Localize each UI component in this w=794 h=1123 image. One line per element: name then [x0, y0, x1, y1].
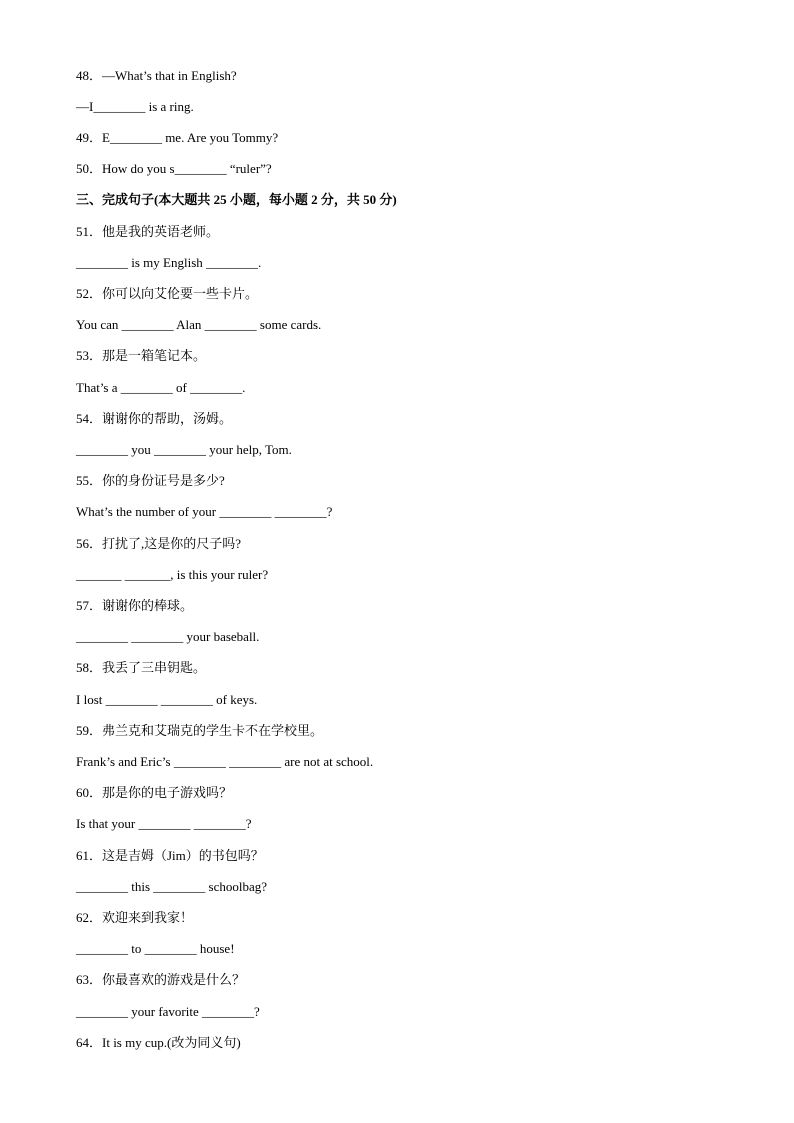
question-61: 61．这是吉姆（Jim）的书包吗？	[76, 848, 264, 863]
question-59: 59．弗兰克和艾瑞克的学生卡不在学校里。	[76, 723, 324, 738]
question-49: 49．E________ me. Are you Tommy?	[76, 130, 279, 145]
question-57: 57．谢谢你的棒球。	[76, 598, 194, 613]
section-heading: 三、完成句子(本大题共 25 小题，每小题 2 分，共 50 分)	[76, 192, 397, 207]
answer-52: You can ________ Alan ________ some cards.	[76, 317, 322, 332]
answer-61: ________ this ________ schoolbag?	[76, 879, 268, 894]
question-55: 55．你的身份证号是多少?	[76, 473, 225, 488]
question-56: 56．打扰了,这是你的尺子吗?	[76, 536, 242, 551]
question-53: 53．那是一箱笔记本。	[76, 348, 207, 363]
question-52: 52．你可以向艾伦要一些卡片。	[76, 286, 259, 301]
answer-57: ________ ________ your baseball.	[76, 629, 260, 644]
question-51: 51．他是我的英语老师。	[76, 224, 220, 239]
answer-51: ________ is my English ________.	[76, 255, 262, 270]
question-62: 62．欢迎来到我家！	[76, 910, 194, 925]
question-63: 63．你最喜欢的游戏是什么？	[76, 972, 246, 987]
answer-60: Is that your ________ ________?	[76, 816, 252, 831]
answer-56: _______ _______, is this your ruler?	[76, 567, 269, 582]
answer-59: Frank’s and Eric’s ________ ________ are not at school.	[76, 754, 374, 769]
question-58: 58．我丢了三串钥匙。	[76, 660, 207, 675]
answer-62: ________ to ________ house!	[76, 941, 235, 956]
answer-63: ________ your favorite ________?	[76, 1004, 260, 1019]
answer-53: That’s a ________ of ________.	[76, 380, 246, 395]
question-50: 50．How do you s________ “ruler”?	[76, 161, 272, 176]
question-54: 54．谢谢你的帮助，汤姆。	[76, 411, 233, 426]
question-60: 60．那是你的电子游戏吗？	[76, 785, 233, 800]
answer-58: I lost ________ ________ of keys.	[76, 692, 258, 707]
question-48: 48．—What’s that in English?	[76, 68, 237, 83]
question-64: 64．It is my cup.(改为同义句)	[76, 1035, 241, 1050]
answer-54: ________ you ________ your help, Tom.	[76, 442, 292, 457]
answer-48: —I________ is a ring.	[76, 99, 194, 114]
answer-55: What’s the number of your ________ ________?	[76, 504, 333, 519]
